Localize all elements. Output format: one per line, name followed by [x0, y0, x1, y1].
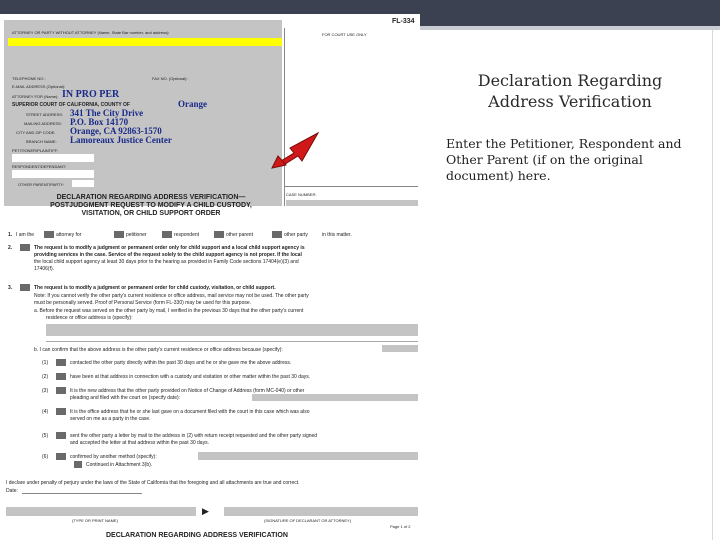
- slide-title-line2: Address Verification: [488, 92, 652, 111]
- respondent-field[interactable]: [12, 170, 94, 178]
- opt2-number: (2): [42, 374, 49, 380]
- item1-tail: in this matter.: [322, 232, 352, 238]
- item1-number: 1.: [8, 232, 13, 238]
- item3b-field[interactable]: [382, 345, 418, 352]
- item1-respondent-label: respondent: [174, 232, 200, 238]
- fl-334-form-page: [2, 14, 418, 538]
- slide-title-line1: Declaration Regarding: [477, 71, 663, 90]
- date-field[interactable]: [22, 487, 142, 494]
- attorney-highlight: [8, 38, 282, 46]
- opt3-date-field[interactable]: [252, 394, 418, 401]
- declare-statement: I declare under penalty of perjury under the laws of the State of California that the foregoing and all attachments are true and correct.: [6, 480, 300, 486]
- city-value[interactable]: Orange, CA 92863-1570: [70, 126, 162, 136]
- opt5-checkbox[interactable]: [56, 432, 66, 439]
- item2-number: 2.: [8, 245, 13, 251]
- opt3-text-2: pleading and filed with the court on (specify date):: [70, 395, 181, 401]
- sig-right-caption: (SIGNATURE OF DECLARANT OR ATTORNEY): [264, 518, 352, 523]
- caption-divider: [284, 28, 285, 206]
- form-number: FL-334: [392, 18, 415, 25]
- petitioner-field[interactable]: [12, 154, 94, 162]
- item1-respondent-checkbox[interactable]: [162, 231, 172, 238]
- opt4-number: (4): [42, 409, 49, 415]
- slide-instruction-text: Enter the Petitioner, Respondent and Other Parent (if on the original document) here.: [446, 136, 682, 183]
- item3a-underline: [46, 341, 418, 342]
- attorney-header: ATTORNEY OR PARTY WITHOUT ATTORNEY (Name, State Bar number, and address):: [12, 30, 170, 35]
- top-banner-right: [420, 0, 720, 26]
- opt3-checkbox[interactable]: [56, 387, 66, 394]
- item3-line3: must be personally served. Proof of Personal Service (form FL-330) may be used for this purpose.: [34, 300, 252, 306]
- slide-title: [440, 70, 700, 112]
- branch-value[interactable]: Lamoreaux Justice Center: [70, 135, 172, 145]
- opt6-specify-field[interactable]: [198, 452, 418, 460]
- opt1-checkbox[interactable]: [56, 359, 66, 366]
- attorney-for-label: ATTORNEY FOR (Name):: [12, 94, 59, 99]
- opt4-text: It is the office address that he or she last gave on a document filed with the court in this case which was also: [70, 409, 310, 415]
- branch-label: BRANCH NAME:: [26, 139, 57, 144]
- item1-attorney-checkbox[interactable]: [44, 231, 54, 238]
- item1-other-party-label: other party: [284, 232, 308, 238]
- footer-title: DECLARATION REGARDING ADDRESS VERIFICATION: [106, 532, 288, 538]
- opt5-text: sent the other party a letter by mail to the address in (2) with return receipt requested and the other party signed: [70, 433, 318, 439]
- item1-text: I am the: [16, 232, 35, 238]
- opt6-continued: Continued in Attachment 3(b).: [86, 462, 153, 468]
- item1-other-parent-checkbox[interactable]: [214, 231, 224, 238]
- opt4-text-2: served on me as a party in the case.: [70, 416, 151, 422]
- opt2-text: have been at that address in connection with a custody and visitation or other matter within the past 30 days.: [70, 374, 311, 380]
- page-number: Page 1 of 2: [390, 524, 411, 529]
- attorney-for-value[interactable]: IN PRO PER: [62, 89, 120, 100]
- court-use-header: FOR COURT USE ONLY: [322, 32, 367, 37]
- respondent-label: RESPONDENT/DEFENDANT:: [12, 164, 67, 169]
- county-value[interactable]: Orange: [178, 99, 207, 109]
- item2-line3: the local child support agency at least 30 days prior to the hearing as provided in Family Code sections 17404(e)(3) and: [34, 259, 299, 265]
- opt5-text-2: and accepted the letter at that address within the past 30 days.: [70, 440, 209, 446]
- opt6-checkbox[interactable]: [56, 453, 66, 460]
- form-section-title: DECLARATION REGARDING ADDRESS VERIFICATION— POSTJUDGMENT REQUEST TO MODIFY A CHILD CUSTODY, VISITATION, OR CHILD SUPPORT ORDER: [50, 194, 252, 217]
- item3a-line1: a. Before the request was served on the other party by mail, I verified in the previous 30 days that the other party's current: [34, 308, 304, 314]
- city-label: CITY AND ZIP CODE:: [16, 130, 56, 135]
- opt3-number: (3): [42, 388, 49, 394]
- opt1-text: contacted the other party directly within the past 30 days and he or she gave me the above address.: [70, 360, 292, 366]
- opt5-number: (5): [42, 433, 49, 439]
- item1-other-parent-label: other parent: [226, 232, 253, 238]
- other-party-label: OTHER PARENT/PARTY:: [18, 182, 65, 187]
- court-label: SUPERIOR COURT OF CALIFORNIA, COUNTY OF: [12, 102, 130, 108]
- top-accent-strip: [420, 26, 720, 30]
- item3-checkbox[interactable]: [20, 284, 30, 291]
- item3-line2: Note: If you cannot verify the other party's current residence or office address, mail service may not be used. The other party: [34, 293, 309, 299]
- case-number-top-line: [284, 186, 418, 187]
- case-number-field[interactable]: [286, 200, 418, 206]
- opt6-text: confirmed by another method (specify):: [70, 454, 157, 460]
- opt6-number: (6): [42, 454, 49, 460]
- date-label: Date:: [6, 488, 18, 494]
- item1-petitioner-checkbox[interactable]: [114, 231, 124, 238]
- item3-line1: The request is to modify a judgment or permanent order for child custody, visitation, or child support.: [34, 285, 276, 291]
- red-arrow-icon: [268, 130, 320, 170]
- case-number-label: CASE NUMBER:: [286, 192, 317, 197]
- item3a-line2: residence or office address is (specify):: [46, 315, 133, 321]
- item3a-address-field[interactable]: [46, 324, 418, 336]
- item2-line4: 17406(f).: [34, 266, 55, 272]
- item1-other-party-checkbox[interactable]: [272, 231, 282, 238]
- street-label: STREET ADDRESS:: [26, 112, 64, 117]
- opt4-checkbox[interactable]: [56, 408, 66, 415]
- petitioner-label: PETITIONER/PLAINTIFF:: [12, 148, 59, 153]
- opt2-checkbox[interactable]: [56, 373, 66, 380]
- opt6-continued-checkbox[interactable]: [74, 461, 82, 468]
- item1-petitioner-label: petitioner: [126, 232, 147, 238]
- sign-here-arrow: ▶: [202, 506, 209, 516]
- email-label: E-MAIL ADDRESS (Optional):: [12, 84, 66, 89]
- street-value[interactable]: 341 The City Drive: [70, 108, 144, 118]
- printed-name-field[interactable]: [6, 507, 196, 516]
- item1-attorney-label: attorney for: [56, 232, 82, 238]
- mailing-value[interactable]: P.O. Box 14170: [70, 117, 129, 127]
- opt1-number: (1): [42, 360, 49, 366]
- right-edge-line: [712, 30, 713, 540]
- other-party-field[interactable]: [72, 180, 94, 187]
- item3-number: 3.: [8, 285, 13, 291]
- signature-field[interactable]: [224, 507, 418, 516]
- sig-left-caption: (TYPE OR PRINT NAME): [72, 518, 118, 523]
- mailing-label: MAILING ADDRESS:: [24, 121, 62, 126]
- fax-label: FAX NO. (Optional):: [152, 76, 188, 81]
- item2-line2: providing services in the case. Service of the request solely to the child support agency is not proper. If the local: [34, 252, 302, 258]
- item3b-line: b. I can confirm that the above address is the other party's current residence or office address because (specify):: [34, 347, 283, 353]
- item2-line1: The request is to modify a judgment or permanent order only for child support and a local child support agency is: [34, 245, 305, 251]
- opt3-text: It is the new address that the other party provided on Notice of Change of Address (form MC-040) or other: [70, 388, 305, 394]
- telephone-label: TELEPHONE NO.:: [12, 76, 46, 81]
- item2-checkbox[interactable]: [20, 244, 30, 251]
